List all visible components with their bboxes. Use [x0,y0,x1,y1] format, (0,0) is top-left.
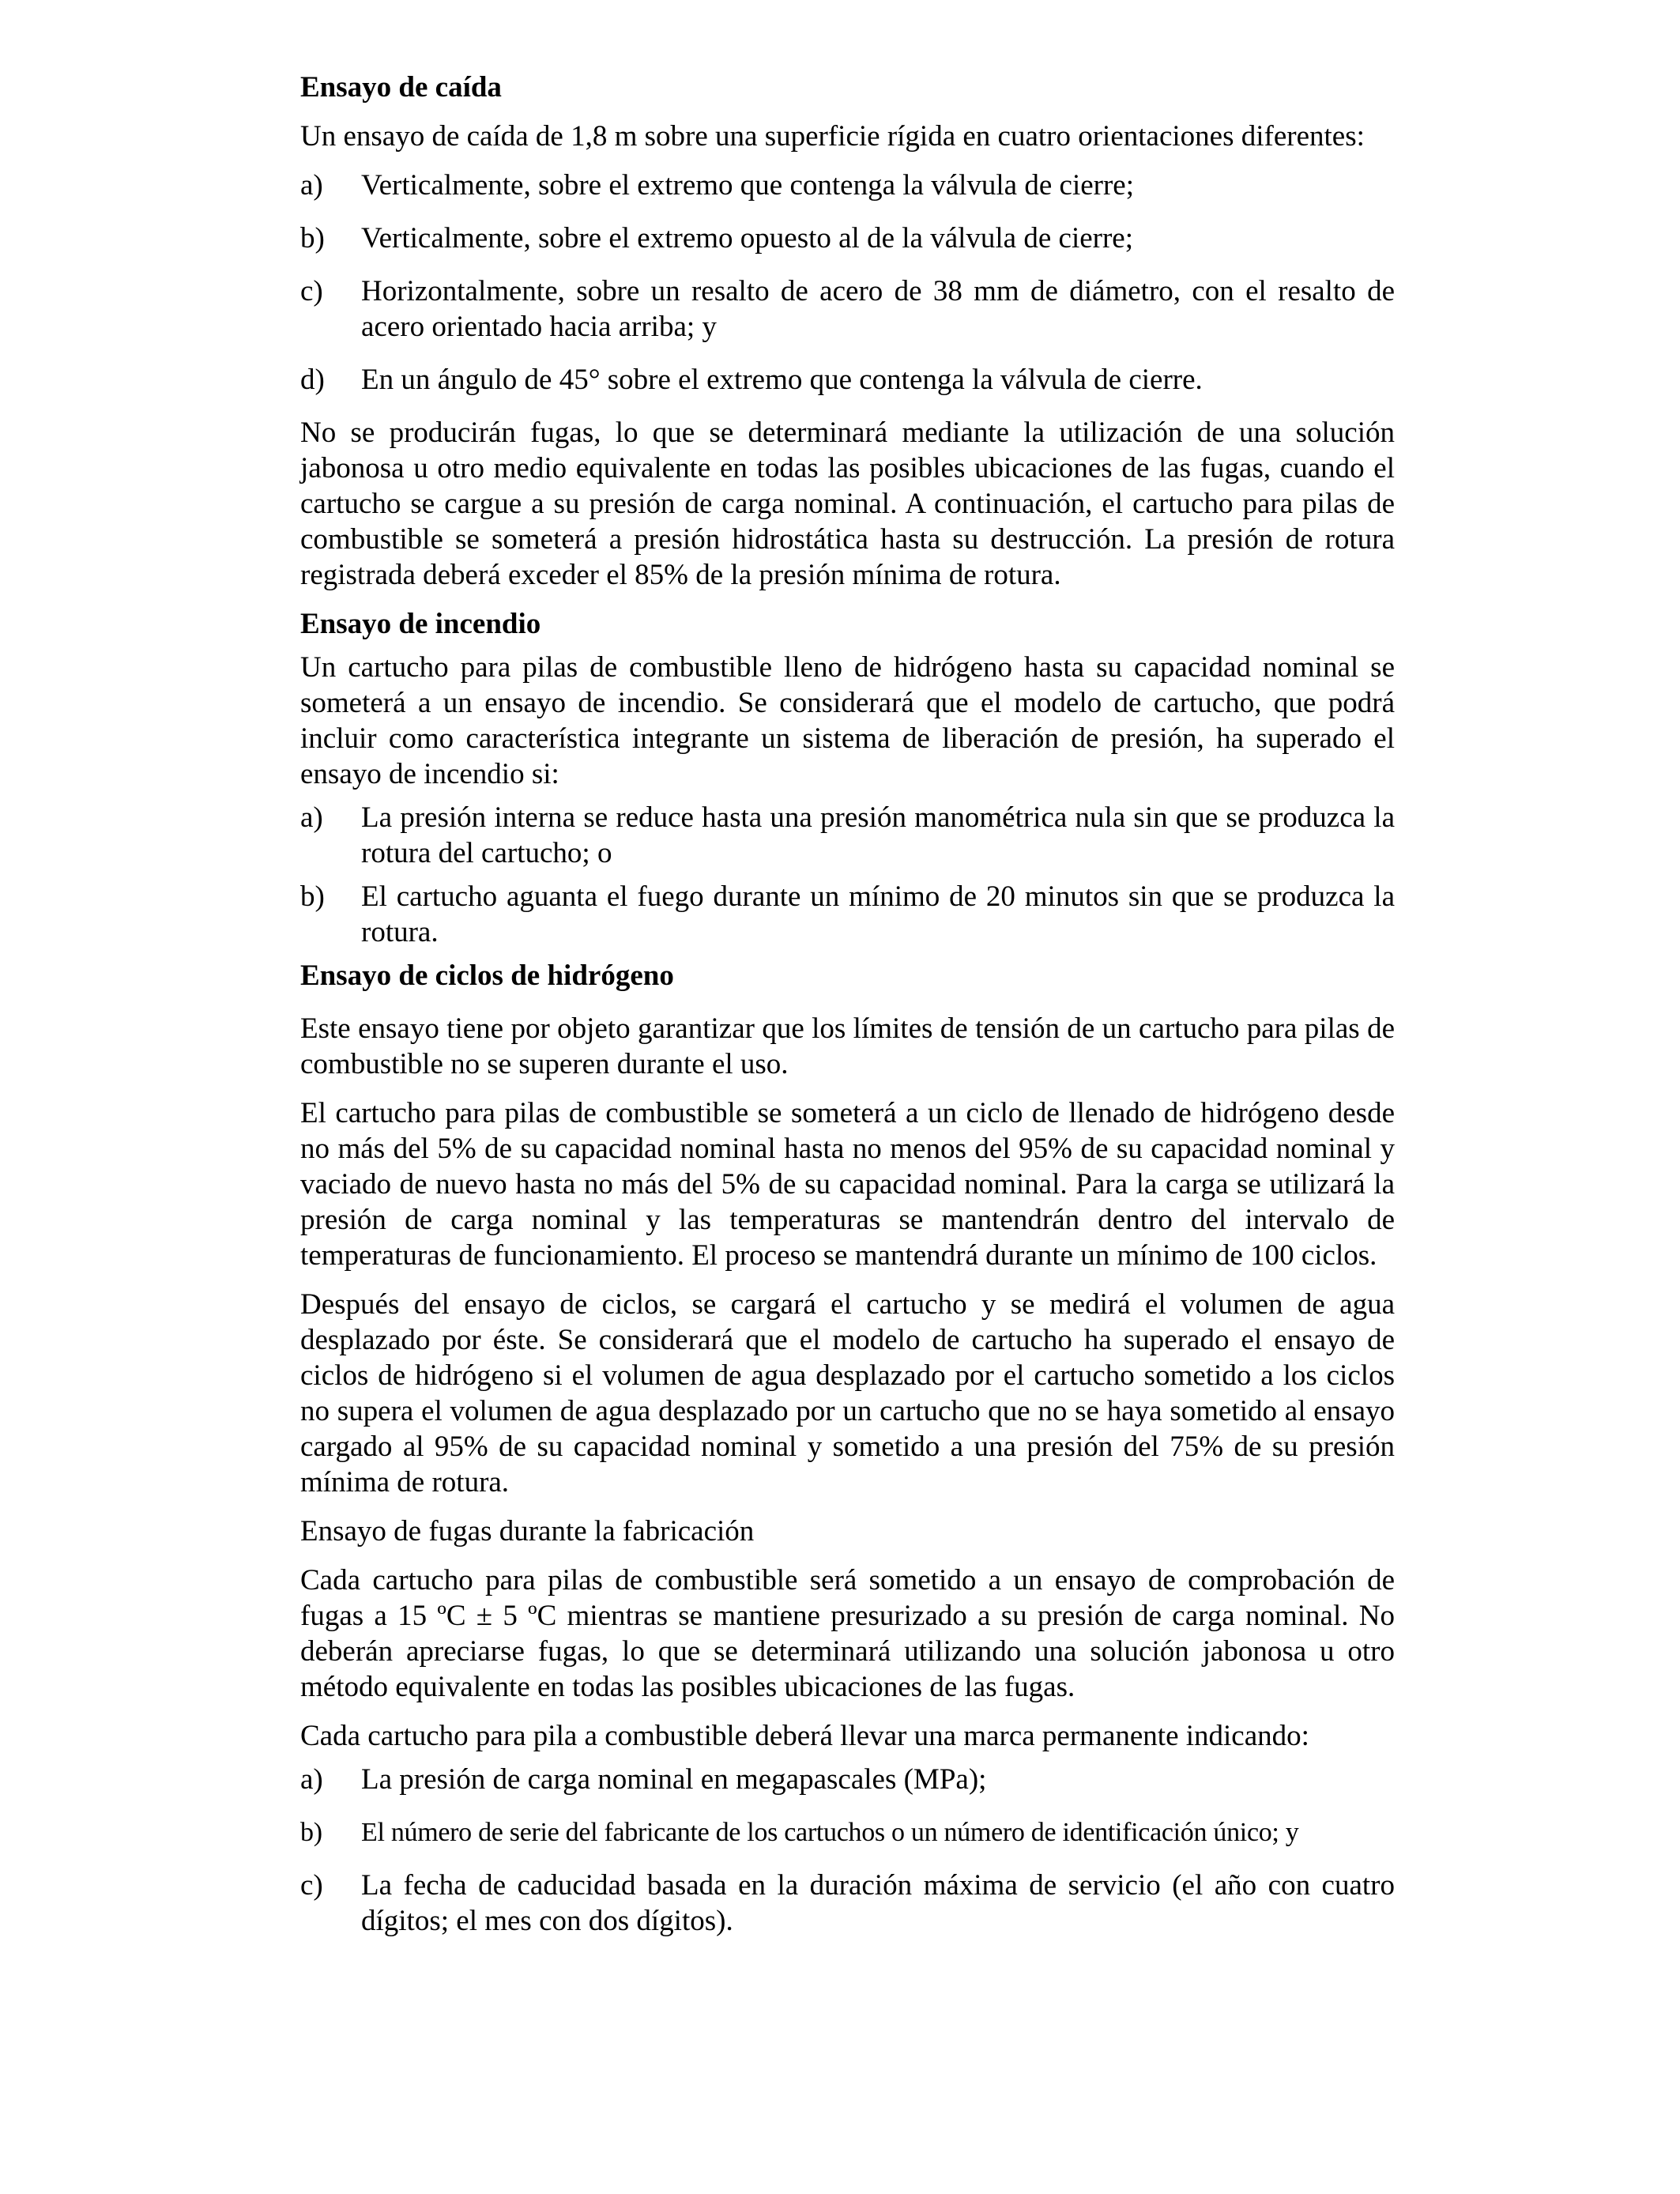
list-marker: b) [300,880,325,913]
list-item [300,1815,1395,1850]
list-item-text: Horizontalmente, sobre un resalto de acero de 38 mm de diámetro, con el resalto de acero orientado hacia arriba; y [361,275,1395,343]
list-item [300,1868,1395,1939]
list-item [300,221,1395,256]
list-marker: c) [300,1869,323,1902]
list-item [300,168,1395,203]
list-marker: b) [300,222,325,254]
list-marker: a) [300,1763,323,1796]
paragraph-caida-conclusion: No se producirán fugas, lo que se determinará mediante la utilización de una solución jabonosa u otro medio equivalente en todas las posibles ubicaciones de las fugas, cuando el cartucho se cargue a su presión de carga nominal. A continuación, el cartucho para pilas de combustible se someterá a presión hidrostática hasta su destrucción. La presión de rotura registrada deberá exceder el 85% de la presión mínima de rotura. [300,417,1395,591]
paragraph-ciclos-2: El cartucho para pilas de combustible se someterá a un ciclo de llenado de hidrógeno desde no más del 5% de su capacidad nominal hasta no menos del 95% de su capacidad nominal y vaciado de nuevo hasta no más del 5% de su capacidad nominal. Para la carga se utilizará la presión de carga nominal y las temperaturas se mantendrán dentro del intervalo de temperaturas de funcionamiento. El proceso se mantendrá durante un mínimo de 100 ciclos. [300,1097,1395,1272]
list-marker: c) [300,275,323,307]
list-item-text: La presión de carga nominal en megapascales (MPa); [361,1763,987,1796]
list-item-text: En un ángulo de 45° sobre el extremo que contenga la válvula de cierre. [361,364,1203,396]
list-item [300,800,1395,871]
paragraph-fugas-2: Cada cartucho para pila a combustible deberá llevar una marca permanente indicando: [300,1720,1309,1752]
paragraph-ciclos-1: Este ensayo tiene por objeto garantizar que los límites de tensión de un cartucho para pilas de combustible no se superen durante el uso. [300,1012,1395,1080]
list-item-text: La presión interna se reduce hasta una presión manométrica nula sin que se produzca la rotura del cartucho; o [361,801,1395,869]
list-item-text: El cartucho aguanta el fuego durante un mínimo de 20 minutos sin que se produzca la rotura. [361,880,1395,948]
list-item [300,1762,1395,1797]
list-marker: b) [300,1818,322,1847]
paragraph-incendio-intro: Un cartucho para pilas de combustible lleno de hidrógeno hasta su capacidad nominal se someterá a un ensayo de incendio. Se considerará que el modelo de cartucho, que podrá incluir como característica integrante un sistema de liberación de presión, ha superado el ensayo de incendio si: [300,651,1395,790]
list-marker: d) [300,364,325,396]
list-item [300,273,1395,345]
document-body [300,70,1395,1952]
paragraph-ciclos-3: Después del ensayo de ciclos, se cargará el cartucho y se medirá el volumen de agua desplazado por éste. Se considerará que el modelo de cartucho ha superado el ensayo de ciclos de hidrógeno si el volumen de agua desplazado por el cartucho sometido a los ciclos no supera el volumen de agua desplazado por un cartucho que no se haya sometido al ensayo cargado al 95% de su capacidad nominal y sometido a una presión del 75% de su presión mínima de rotura. [300,1288,1395,1498]
list-item-text: Verticalmente, sobre el extremo opuesto al de la válvula de cierre; [361,222,1133,254]
section-heading-ciclos: Ensayo de ciclos de hidrógeno [300,959,674,992]
section-heading-fugas: Ensayo de fugas durante la fabricación [300,1515,755,1547]
section-heading-caida: Ensayo de caída [300,71,502,104]
list-marker: a) [300,801,323,834]
paragraph-caida-intro: Un ensayo de caída de 1,8 m sobre una superficie rígida en cuatro orientaciones diferentes: [300,120,1365,153]
list-item-text: El número de serie del fabricante de los cartuchos o un número de identificación único; y [361,1818,1299,1847]
list-item-text: La fecha de caducidad basada en la duración máxima de servicio (el año con cuatro dígitos; el mes con dos dígitos). [361,1869,1395,1937]
list-item [300,879,1395,950]
list-item-text: Verticalmente, sobre el extremo que contenga la válvula de cierre; [361,169,1134,202]
section-heading-incendio: Ensayo de incendio [300,608,541,640]
list-item [300,362,1395,398]
list-marker: a) [300,169,323,202]
paragraph-fugas-1: Cada cartucho para pilas de combustible será sometido a un ensayo de comprobación de fugas a 15 ºC ± 5 ºC mientras se mantiene presurizado a su presión de carga nominal. No deberán apreciarse fugas, lo que se determinará utilizando una solución jabonosa u otro método equivalente en todas las posibles ubicaciones de las fugas. [300,1564,1395,1703]
